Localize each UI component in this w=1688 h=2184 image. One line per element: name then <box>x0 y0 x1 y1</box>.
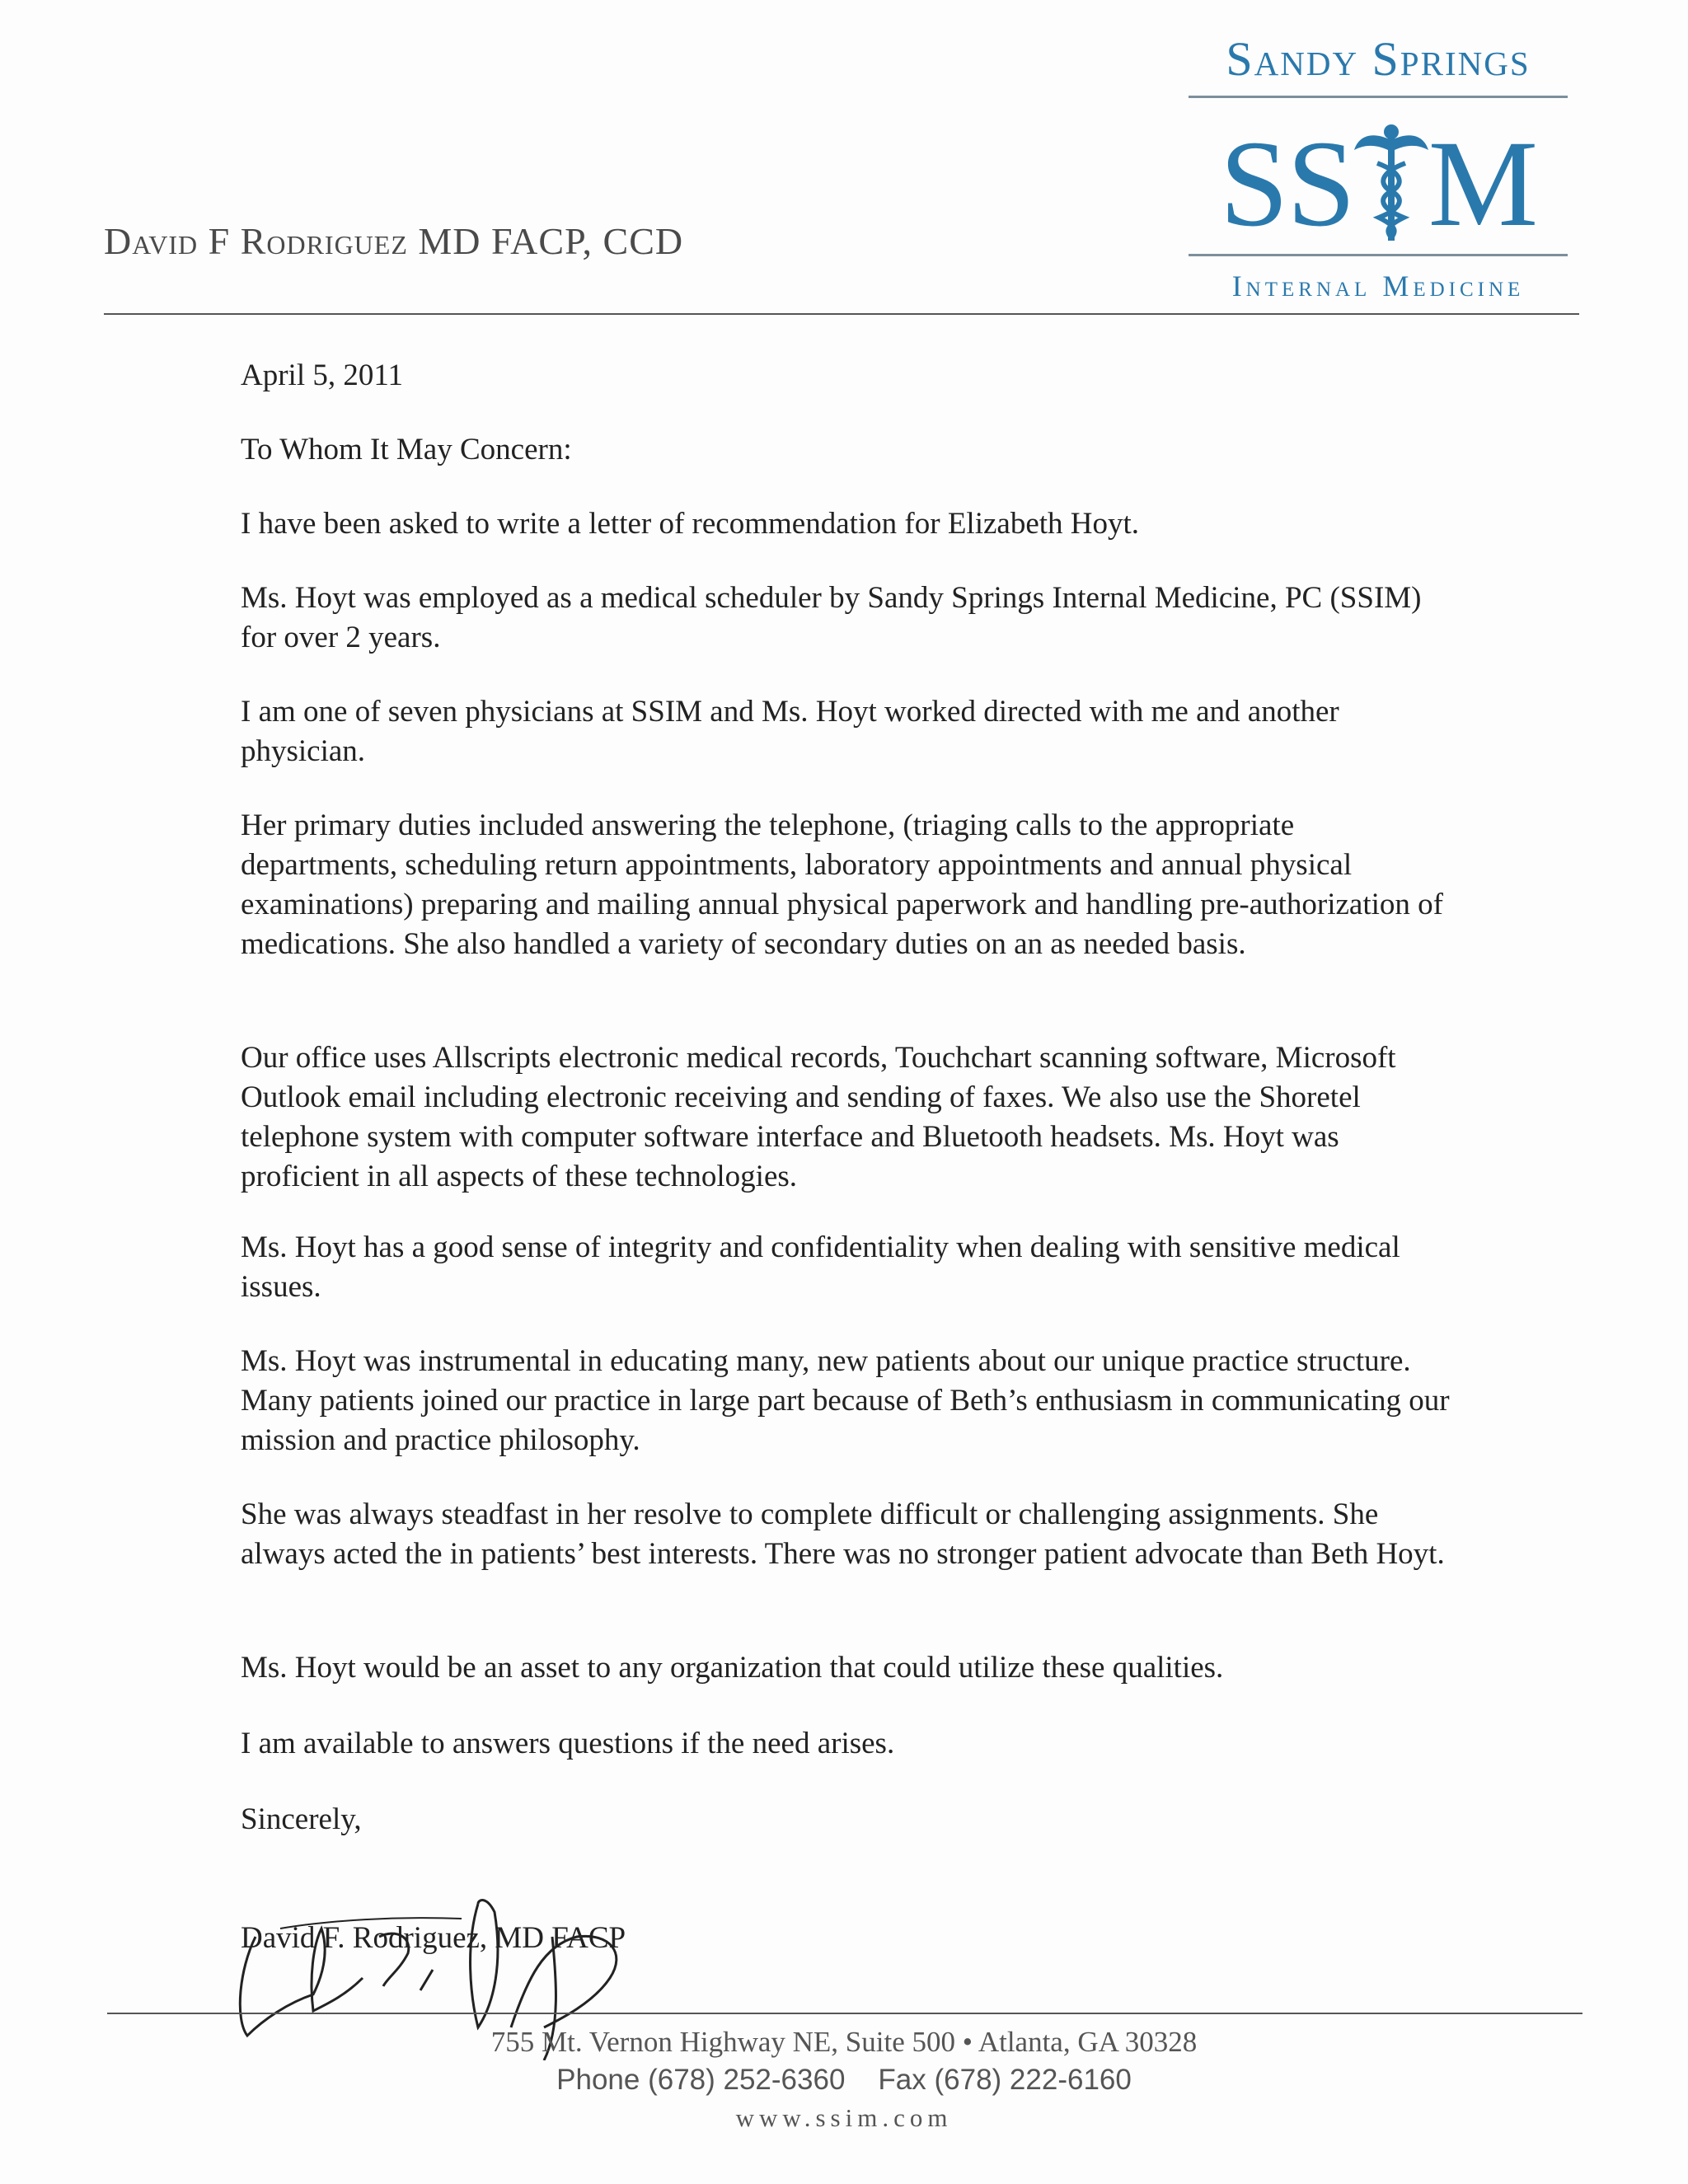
letter-paragraph: Ms. Hoyt was instrumental in educating many, new patients about our unique practice structure. Many patients joined our practice in large part because of Beth’s enthusiasm in communicating our mission and practice philosophy. <box>241 1344 1450 1457</box>
ssim-logo <box>1180 31 1576 302</box>
letter-paragraph: She was always steadfast in her resolve to complete difficult or challenging assignments. She always acted the in patients’ best interests. There was no stronger patient advocate than Beth Hoyt. <box>241 1497 1445 1571</box>
letter-paragraph: Our office uses Allscripts electronic medical records, Touchchart scanning software, Microsoft Outlook email including electronic receiving and sending of faxes. We also use the Shoretel telephone system with computer software interface and Bluetooth headsets. Ms. Hoyt was proficient in all aspects of these technologies. <box>241 1041 1396 1193</box>
letter-paragraph: I am one of seven physicians at SSIM and Ms. Hoyt worked directed with me and another physician. <box>241 695 1339 768</box>
footer-website: www.ssim.com <box>735 2103 953 2132</box>
letter-paragraph: I have been asked to write a letter of recommendation for Elizabeth Hoyt. <box>241 507 1140 541</box>
header-divider <box>104 313 1579 315</box>
letterhead-physician-name: David F Rodriguez MD FACP, CCD <box>104 220 684 262</box>
letter-signer: David F. Rodriguez, MD FACP <box>241 1921 626 1955</box>
letter-paragraph: I am available to answers questions if the need arises. <box>241 1727 895 1760</box>
letter-paragraph: Her primary duties included answering the telephone, (triaging calls to the appropriate departments, scheduling return appointments, laboratory appointments and annual physical examinations) preparing and mailing annual physical paperwork and handling pre-authorization of medications. She also handled a variety of secondary duties on an as needed basis. <box>241 808 1443 961</box>
logo-bottom-text: Internal Medicine <box>1231 269 1525 302</box>
logo-bottom-rule <box>1189 254 1568 256</box>
logo-top-rule <box>1189 96 1568 98</box>
logo-mark-left: SS <box>1219 115 1354 252</box>
footer-contact <box>0 2064 1688 2097</box>
footer-divider <box>107 2013 1582 2014</box>
letter-paragraph: Ms. Hoyt would be an asset to any organization that could utilize these qualities. <box>241 1651 1224 1685</box>
letter-salutation: To Whom It May Concern: <box>241 433 572 466</box>
letter-paragraph: Ms. Hoyt was employed as a medical scheduler by Sandy Springs Internal Medicine, PC (SSIM) for over 2 years. <box>241 581 1422 654</box>
logo-mark <box>1180 115 1576 252</box>
letter-paragraph: Ms. Hoyt has a good sense of integrity and confidentiality when dealing with sensitive medical issues. <box>241 1230 1400 1304</box>
logo-top-text: Sandy Springs <box>1226 32 1531 86</box>
logo-mark-right: M <box>1428 115 1537 252</box>
footer-fax: Fax (678) 222-6160 <box>878 2064 1132 2096</box>
footer-address: 755 Mt. Vernon Highway NE, Suite 500 • Atlanta, GA 30328 <box>490 2026 1198 2058</box>
caduceus-icon <box>1354 122 1428 246</box>
letter-date: April 5, 2011 <box>241 359 403 392</box>
letter-closing: Sincerely, <box>241 1802 362 1836</box>
footer-phone: Phone (678) 252-6360 <box>556 2064 846 2096</box>
